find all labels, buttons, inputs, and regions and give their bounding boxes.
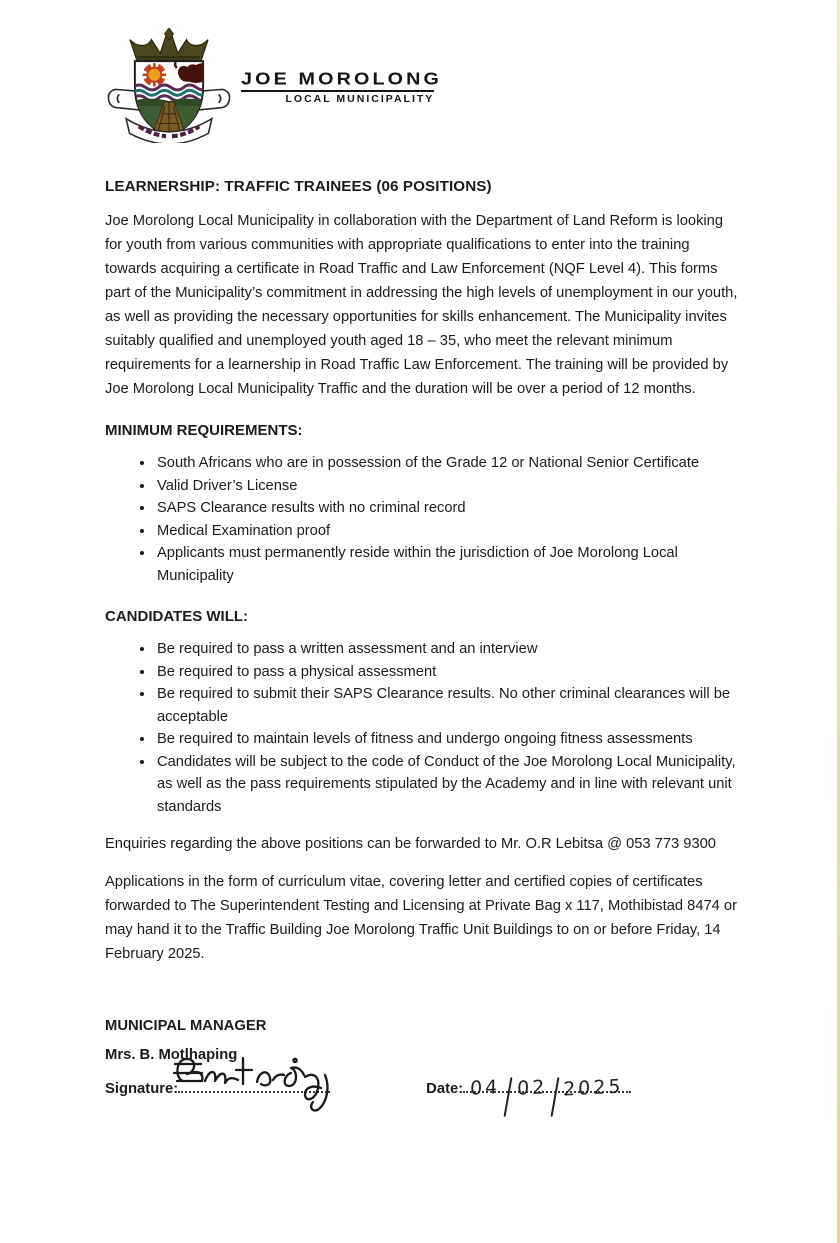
date-year: 2025: [562, 1075, 624, 1101]
section-heading-minimum-requirements: MINIMUM REQUIREMENTS:: [105, 422, 303, 439]
org-subtitle: LOCAL MUNICIPALITY: [285, 93, 435, 105]
list-item: • Medical Examination proof: [155, 520, 740, 543]
date-field: [426, 1075, 631, 1101]
signature-date-row: [105, 1075, 740, 1101]
date-dotted-line: [463, 1079, 631, 1093]
date-month: 02: [516, 1076, 547, 1100]
signature-dotted-line: [178, 1079, 330, 1093]
list-item: • Be required to submit their SAPS Clearance results. No other criminal clearances will be acceptable: [155, 683, 740, 728]
candidates-will-list: [105, 638, 740, 818]
municipal-coat-of-arms-icon: [105, 28, 233, 143]
list-item: • Be required to pass a physical assessment: [155, 661, 740, 684]
document-body: [105, 178, 740, 1101]
list-item: • Candidates will be subject to the code of Conduct of the Joe Morolong Local Municipality, as well as the pass requirements stipulated by the Academy and in line with relevant unit standards: [155, 751, 740, 819]
municipality-wordmark: [241, 68, 443, 105]
date-day: 04: [470, 1076, 501, 1100]
signatory-title: MUNICIPAL MANAGER: [105, 1018, 267, 1034]
signature-label: Signature:: [105, 1081, 179, 1097]
letterhead: [105, 28, 740, 156]
minimum-requirements-list: [105, 452, 740, 587]
org-name: JOE MOROLONG: [241, 69, 443, 90]
signatory-block: [105, 1018, 740, 1101]
list-item: • Valid Driver’s License: [155, 475, 740, 498]
signature-field: [105, 1079, 330, 1097]
list-item: • Be required to maintain levels of fitness and undergo ongoing fitness assessments: [155, 728, 740, 751]
enquiries-paragraph: Enquiries regarding the above positions can be forwarded to Mr. O.R Lebitsa @ 053 773 9300: [105, 836, 716, 852]
intro-paragraph: Joe Morolong Local Municipality in collaboration with the Department of Land Reform is looking for youth from various communities with appropriate qualifications to enter into the training towards acquiring a certificate in Road Traffic and Law Enforcement (NQF Level 4). This forms part of the Municipality’s commitment in addressing the high levels of unemployment in our youth, as well as providing the necessary opportunities for skills enhancement. The Municipality invites suitably qualified and unemployed youth aged 18 – 35, who meet the relevant minimum requirements for a learnership in Road Traffic Law Enforcement. The training will be provided by Joe Morolong Local Municipality Traffic and the duration will be over a period of 12 months.: [105, 213, 738, 397]
date-label: Date:: [426, 1081, 464, 1097]
signatory-name: Mrs. B. Motlhaping: [105, 1047, 238, 1063]
list-item: • Applicants must permanently reside within the jurisdiction of Joe Morolong Local Municipality: [155, 542, 740, 587]
wordmark-rule: [241, 90, 434, 105]
list-item: • Be required to pass a written assessment and an interview: [155, 638, 740, 661]
document-title: LEARNERSHIP: TRAFFIC TRAINEES (06 POSITIONS): [105, 178, 492, 195]
applications-paragraph: Applications in the form of curriculum vitae, covering letter and certified copies of certificates forwarded to The Superintendent Testing and Licensing at Private Bag x 117, Mothibistad 8474 or may hand it to the Traffic Building Joe Morolong Traffic Unit Buildings to on or before Friday, 14 February 2025.: [105, 874, 737, 962]
section-heading-candidates-will: CANDIDATES WILL:: [105, 608, 249, 625]
list-item: • South Africans who are in possession of the Grade 12 or National Senior Certificate: [155, 452, 740, 475]
list-item: • SAPS Clearance results with no criminal record: [155, 497, 740, 520]
